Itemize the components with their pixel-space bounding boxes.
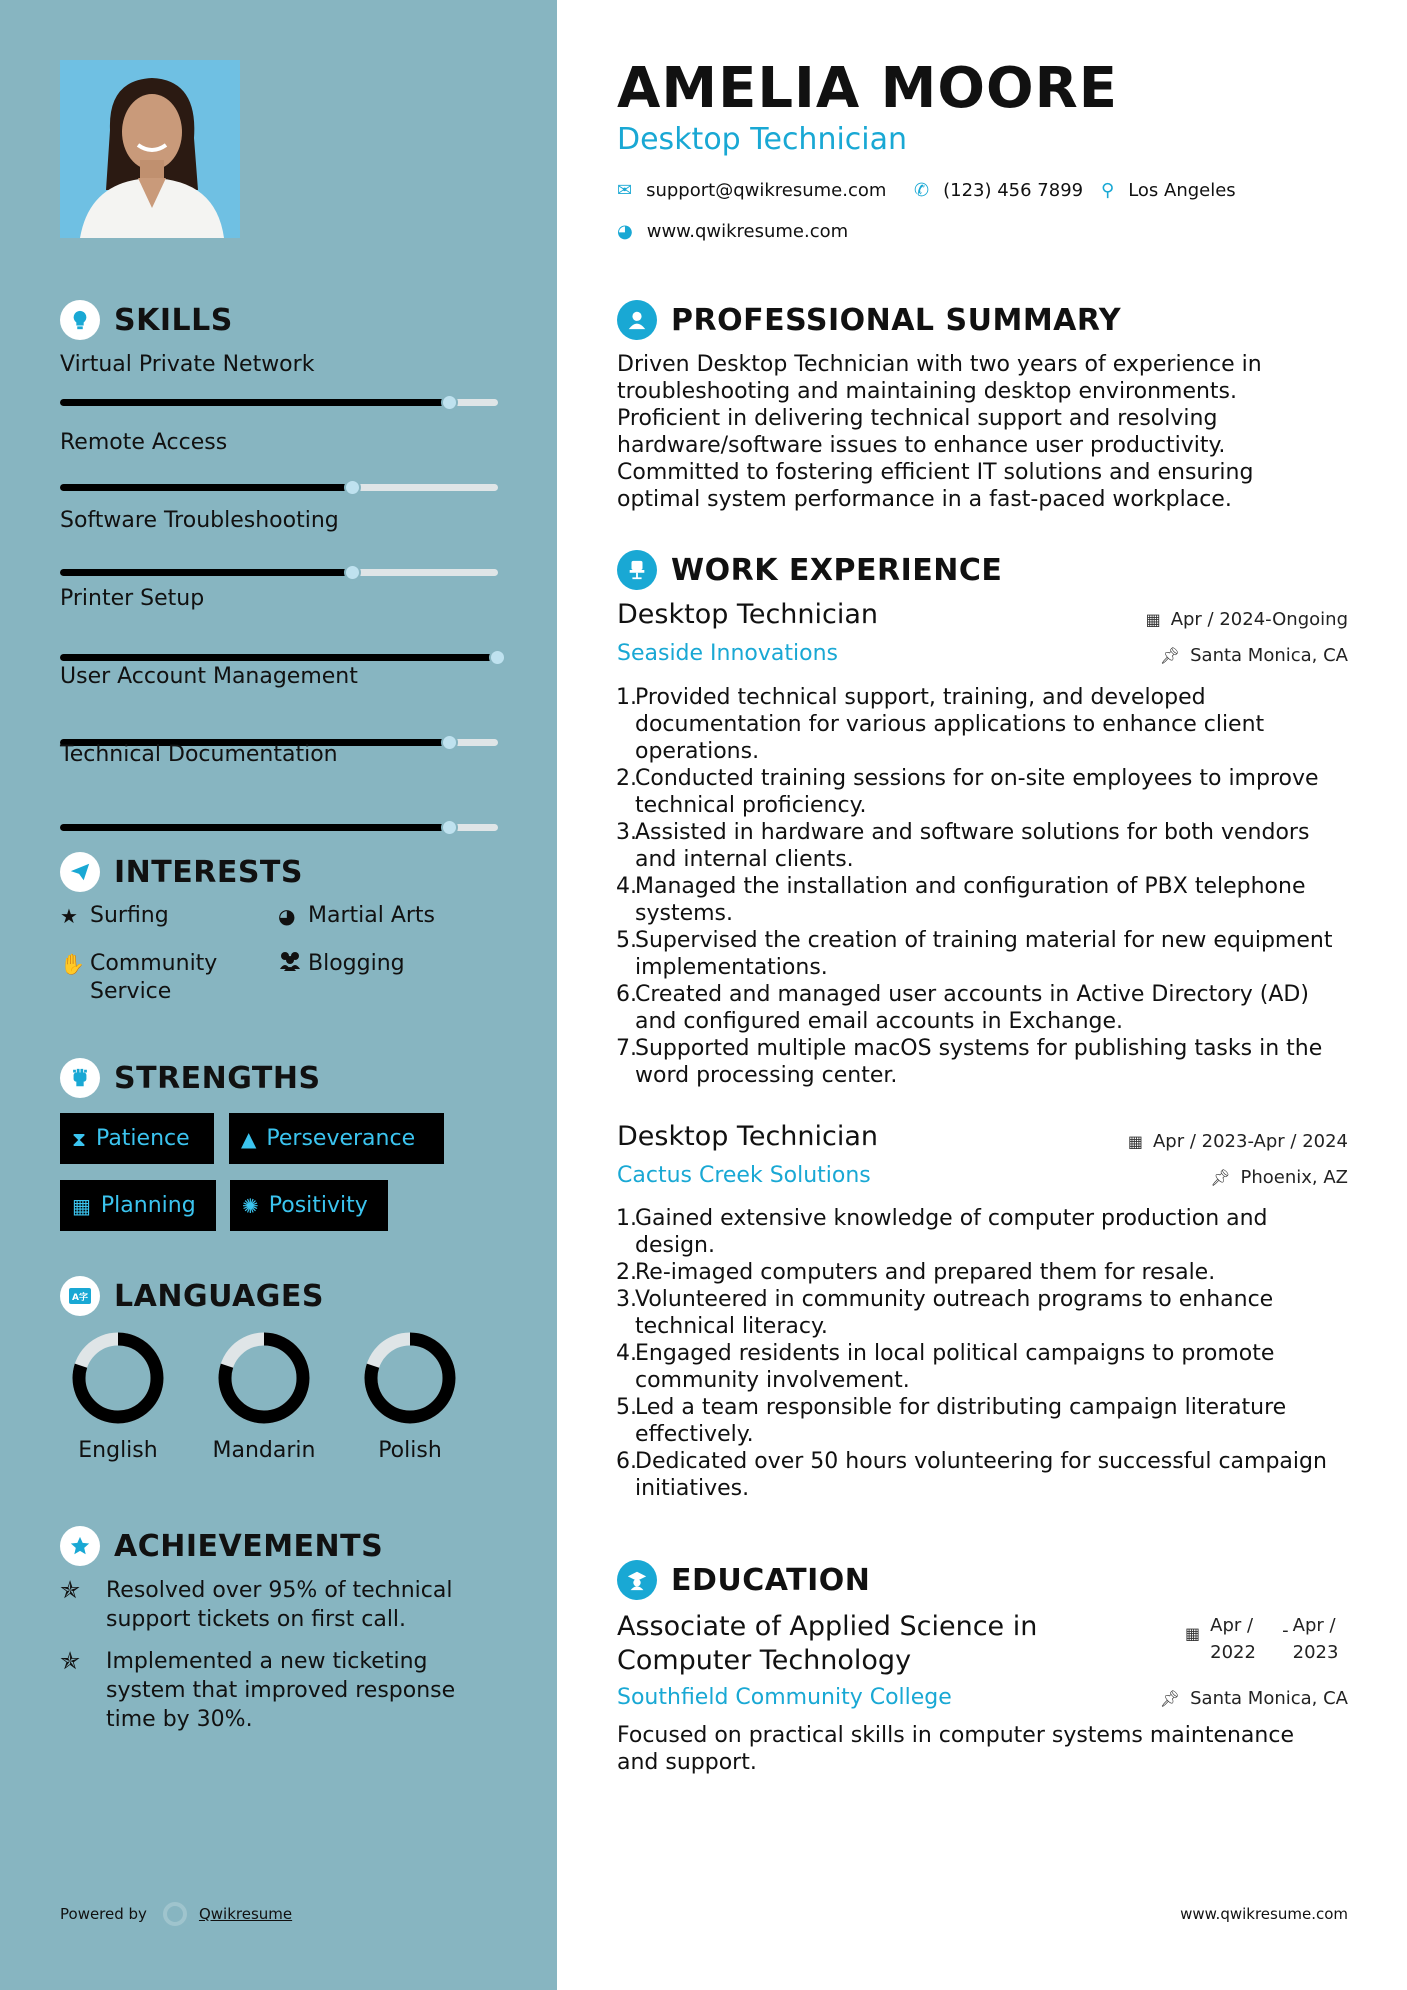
school-name: Southfield Community College xyxy=(617,1685,952,1710)
skill-level-bar xyxy=(60,654,498,661)
paper-plane-icon xyxy=(60,852,100,892)
languages-heading: A字 LANGUAGES xyxy=(60,1276,324,1316)
skill-level-knob xyxy=(489,649,506,666)
candidate-name: AMELIA MOORE xyxy=(617,56,1118,121)
skill-level-knob xyxy=(344,564,361,581)
skill-name: User Account Management xyxy=(60,664,358,689)
users-icon xyxy=(278,950,308,978)
envelope-icon: ✉ xyxy=(617,180,633,201)
duty-item: Re-imaged computers and prepared them for resale. xyxy=(635,1260,1216,1285)
hourglass-icon: ⧗ xyxy=(72,1126,87,1151)
skill-level-fill xyxy=(60,484,353,491)
qwikresume-logo-icon xyxy=(163,1902,187,1926)
language-item xyxy=(204,1330,324,1463)
interest-item: ✋ Community Service xyxy=(60,951,218,1004)
duty-item: Conducted training sessions for on-site employees to improve technical proficiency. xyxy=(635,766,1319,818)
job-location: 📌︎ Santa Monica, CA xyxy=(1159,645,1348,666)
language-item xyxy=(58,1330,178,1463)
pushpin-icon: 📌︎ xyxy=(1210,1168,1231,1187)
skills-heading: SKILLS xyxy=(60,300,233,340)
duty-item: Supported multiple macOS systems for publishing tasks in the word processing center. xyxy=(635,1036,1323,1088)
company-name: Cactus Creek Solutions xyxy=(617,1163,871,1188)
experience-heading: WORK EXPERIENCE xyxy=(617,550,1002,590)
duty-item: Created and managed user accounts in Active Directory (AD) and configured email accounts in Exchange. xyxy=(635,982,1309,1034)
duty-item: Led a team responsible for distributing campaign literature effectively. xyxy=(635,1395,1287,1447)
calendar-icon: ▦ xyxy=(72,1193,91,1218)
strength-tag: ▲ Perseverance xyxy=(229,1113,444,1164)
education-description: Focused on practical skills in computer systems maintenance and support. xyxy=(617,1723,1294,1775)
calendar-icon: ▦ xyxy=(1145,610,1161,629)
language-name: Mandarin xyxy=(212,1438,316,1463)
skill-level-fill xyxy=(60,569,353,576)
calendar-icon: ▦ xyxy=(1127,1132,1143,1151)
interests-heading: INTERESTS xyxy=(60,852,303,892)
job-title: Desktop Technician xyxy=(617,1121,879,1152)
chair-icon xyxy=(617,550,657,590)
interest-item: Blogging xyxy=(278,950,498,978)
interest-item: ◕ Martial Arts xyxy=(278,903,436,928)
pushpin-icon: 📌︎ xyxy=(1159,1689,1181,1708)
language-card-icon xyxy=(60,1276,100,1316)
skill-level-bar xyxy=(60,484,498,491)
duty-item: Volunteered in community outreach programs to enhance technical literacy. xyxy=(635,1287,1274,1339)
qwikresume-link[interactable]: Qwikresume xyxy=(198,1905,293,1923)
achievements-heading: ACHIEVEMENTS xyxy=(60,1526,383,1566)
summary-heading: PROFESSIONAL SUMMARY xyxy=(617,300,1121,340)
duty-item: Managed the installation and configuration of PBX telephone systems. xyxy=(635,874,1306,926)
road-icon: ▲ xyxy=(241,1126,257,1151)
skill-name: Virtual Private Network xyxy=(60,352,315,377)
skill-level-fill xyxy=(60,654,498,661)
contact-phone: ✆ (123) 456 7899 xyxy=(914,180,1084,201)
fist-icon xyxy=(60,1058,100,1098)
footer-website[interactable]: www.qwikresume.com xyxy=(1180,1905,1348,1923)
user-icon xyxy=(617,300,657,340)
duty-item: Assisted in hardware and software solutions for both vendors and internal clients. xyxy=(635,820,1310,872)
duty-item: Dedicated over 50 hours volunteering for successful campaign initiatives. xyxy=(635,1449,1327,1501)
pushpin-icon: 📌︎ xyxy=(1159,646,1181,665)
hand-icon: ✋ xyxy=(60,952,85,976)
achievement-item: ✯ Resolved over 95% of technical support tickets on first call. xyxy=(60,1576,453,1632)
duty-item: Engaged residents in local political campaigns to promote community involvement. xyxy=(635,1341,1275,1393)
skill-level-knob xyxy=(441,734,458,751)
globe-icon: ◕ xyxy=(278,904,296,928)
language-level-ring xyxy=(204,1330,324,1430)
skill-level-bar xyxy=(60,569,498,576)
job-dates: ▦ Apr / 2024-Ongoing xyxy=(1145,609,1348,630)
strength-tag: ⧗ Patience xyxy=(60,1113,214,1164)
skill-name: Software Troubleshooting xyxy=(60,508,339,533)
summary-text: Driven Desktop Technician with two years of experience in troubleshooting and maintaining desktop environments. Proficient in delivering technical support and resolving hardware/software issues to enhance user productivity. Committed to fostering efficient IT solutions and ensuring optimal system performance in a fast-paced workplace. xyxy=(617,352,1262,512)
interest-item: ★ Surfing xyxy=(60,903,169,928)
contact-location: ⚲ Los Angeles xyxy=(1101,180,1236,201)
duty-item: Provided technical support, training, and developed documentation for various applications to enhance client operations. xyxy=(635,685,1265,764)
skill-level-knob xyxy=(441,819,458,836)
duty-item: Supervised the creation of training material for new equipment implementations. xyxy=(635,928,1333,980)
skill-level-bar xyxy=(60,399,498,406)
skill-level-bar xyxy=(60,824,498,831)
skill-level-knob xyxy=(344,479,361,496)
skill-name: Remote Access xyxy=(60,430,228,455)
globe-icon: ◕ xyxy=(617,221,633,242)
candidate-role: Desktop Technician xyxy=(617,122,908,157)
duty-item: Gained extensive knowledge of computer production and design. xyxy=(635,1206,1268,1258)
trophy-star-icon: ✯ xyxy=(60,1576,81,1604)
star-icon: ★ xyxy=(60,904,78,928)
strength-tag: ✺ Positivity xyxy=(230,1180,388,1231)
contact-website: ◕ www.qwikresume.com xyxy=(617,221,849,242)
job-duties-list xyxy=(617,684,1350,1089)
contact-email: ✉ support@qwikresume.com xyxy=(617,180,887,201)
skill-name: Printer Setup xyxy=(60,586,205,611)
skill-name: Technical Documentation xyxy=(60,742,338,767)
skill-level-knob xyxy=(441,394,458,411)
education-dates: ▦ Apr / 2022 - Apr / 2023 xyxy=(1185,1615,1339,1663)
lightbulb-icon xyxy=(60,300,100,340)
language-name: English xyxy=(78,1438,158,1463)
strength-tag: ▦ Planning xyxy=(60,1180,216,1231)
sun-icon: ✺ xyxy=(242,1193,259,1218)
language-level-ring xyxy=(58,1330,178,1430)
education-location: 📌︎ Santa Monica, CA xyxy=(1159,1688,1348,1709)
profile-photo xyxy=(60,60,240,238)
degree-title: Associate of Applied Science in Computer Technology xyxy=(617,1611,1038,1676)
star-badge-icon xyxy=(60,1526,100,1566)
svg-text:A字: A字 xyxy=(72,1293,88,1303)
skill-level-fill xyxy=(60,824,450,831)
education-heading: EDUCATION xyxy=(617,1560,870,1600)
language-name: Polish xyxy=(378,1438,442,1463)
company-name: Seaside Innovations xyxy=(617,641,838,666)
language-level-ring xyxy=(350,1330,470,1430)
graduate-icon xyxy=(617,1560,657,1600)
calendar-icon: ▦ xyxy=(1185,1624,1201,1643)
strengths-heading: STRENGTHS xyxy=(60,1058,321,1098)
achievement-item: ✯ Implemented a new ticketing system that improved response time by 30%. xyxy=(60,1647,456,1732)
phone-icon: ✆ xyxy=(914,180,930,201)
job-title: Desktop Technician xyxy=(617,599,879,630)
skill-level-fill xyxy=(60,399,450,406)
job-duties-list xyxy=(617,1205,1350,1502)
map-pin-icon: ⚲ xyxy=(1101,180,1115,201)
trophy-star-icon: ✯ xyxy=(60,1647,81,1675)
job-dates: ▦ Apr / 2023-Apr / 2024 xyxy=(1127,1131,1348,1152)
powered-by: Powered by Qwikresume xyxy=(60,1902,292,1926)
language-item xyxy=(350,1330,470,1463)
job-location: 📌︎ Phoenix, AZ xyxy=(1210,1167,1348,1188)
